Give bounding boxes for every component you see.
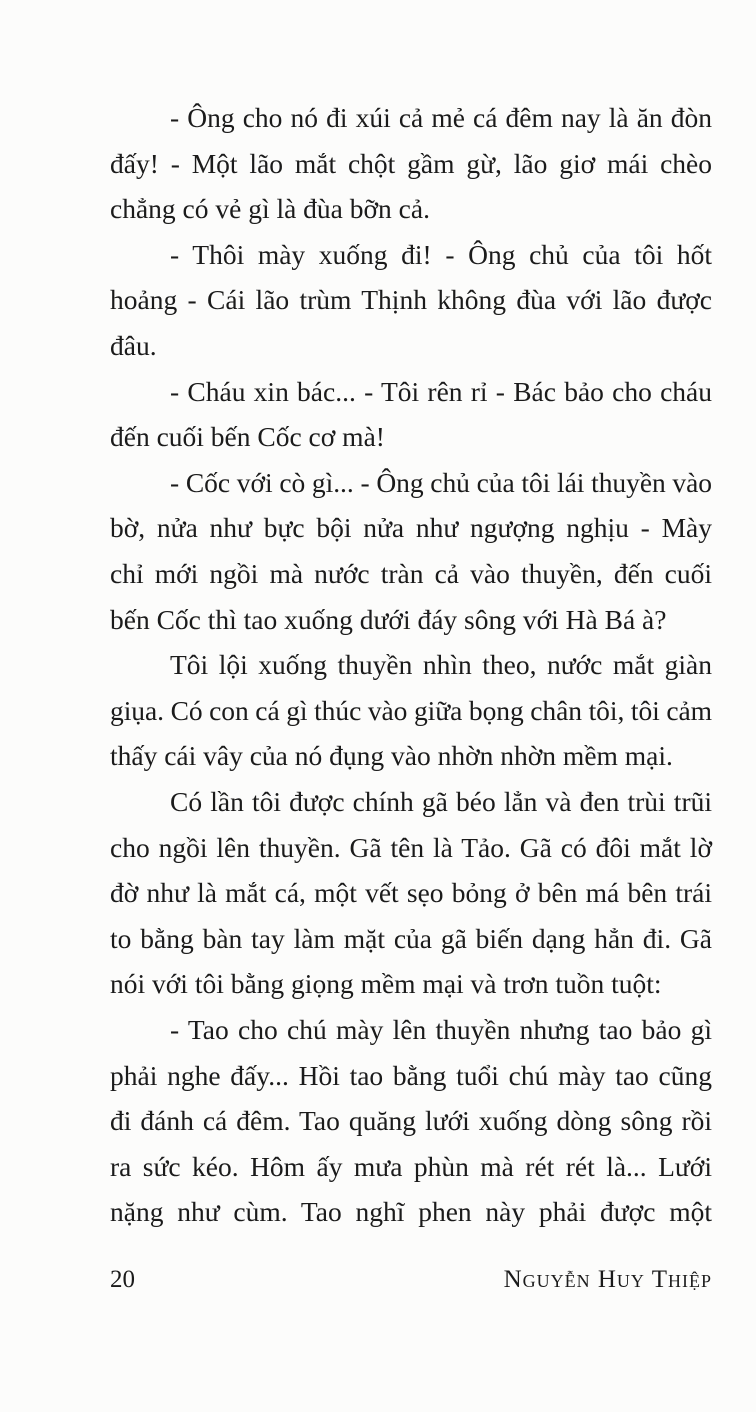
text-line: - Cốc với cò gì... - Ông chủ của tôi lái thuyền vào (170, 466, 712, 498)
text-line: bờ, nửa như bực bội nửa như ngượng nghịu - Mày (110, 512, 712, 544)
text-line: - Ông cho nó đi xúi cả mẻ cá đêm nay là ăn đòn (170, 102, 712, 133)
text-line: đến cuối bến Cốc cơ mà! (110, 421, 385, 453)
text-line: hoảng - Cái lão trùm Thịnh không đùa với lão được (110, 284, 712, 316)
text-line: - Tao cho chú mày lên thuyền nhưng tao bảo gì (170, 1014, 712, 1045)
text-line: - Thôi mày xuống đi! - Ông chủ của tôi hốt (170, 238, 712, 270)
text-line: đâu. (110, 330, 157, 361)
running-footer-author: Nguyễn Huy Thiệp (503, 1266, 712, 1293)
text-line: chỉ mới ngồi mà nước tràn cả vào thuyền, đến cuối (110, 558, 712, 589)
text-line: Có lần tôi được chính gã béo lẳn và đen trùi trũi (170, 786, 712, 817)
text-line: đi đánh cá đêm. Tao quăng lưới xuống dòng sông rồi (110, 1105, 712, 1137)
text-line: đờ như là mắt cá, một vết sẹo bỏng ở bên má bên trái (110, 877, 712, 909)
text-line: Tôi lội xuống thuyền nhìn theo, nước mắt giàn (170, 649, 712, 681)
page-number: 20 (110, 1266, 135, 1293)
text-line: nói với tôi bằng giọng mềm mại và trơn tuồn tuột: (110, 968, 662, 1000)
text-line: - Cháu xin bác... - Tôi rên rỉ - Bác bảo cho cháu (170, 375, 712, 407)
text-line: nặng như cùm. Tao nghĩ phen này phải được một (110, 1196, 712, 1228)
text-line: to bằng bàn tay làm mặt của gã biến dạng hẳn đi. Gã (110, 922, 712, 954)
text-line: bến Cốc thì tao xuống dưới đáy sông với Hà Bá à? (110, 603, 667, 635)
text-line: giụa. Có con cá gì thúc vào giữa bọng chân tôi, tôi cảm (110, 694, 712, 726)
text-line: thấy cái vây của nó đụng vào nhờn nhờn mềm mại. (110, 740, 673, 772)
text-line: cho ngồi lên thuyền. Gã tên là Tảo. Gã có đôi mắt lờ (110, 831, 712, 863)
text-line: phải nghe đấy... Hồi tao bằng tuổi chú mày tao cũng (110, 1059, 712, 1091)
text-line: ra sức kéo. Hôm ấy mưa phùn mà rét rét là... Lưới (110, 1150, 712, 1182)
text-line: chẳng có vẻ gì là đùa bỡn cả. (110, 193, 430, 225)
text-line: đấy! - Một lão mắt chột gầm gừ, lão giơ mái chèo (110, 147, 712, 179)
